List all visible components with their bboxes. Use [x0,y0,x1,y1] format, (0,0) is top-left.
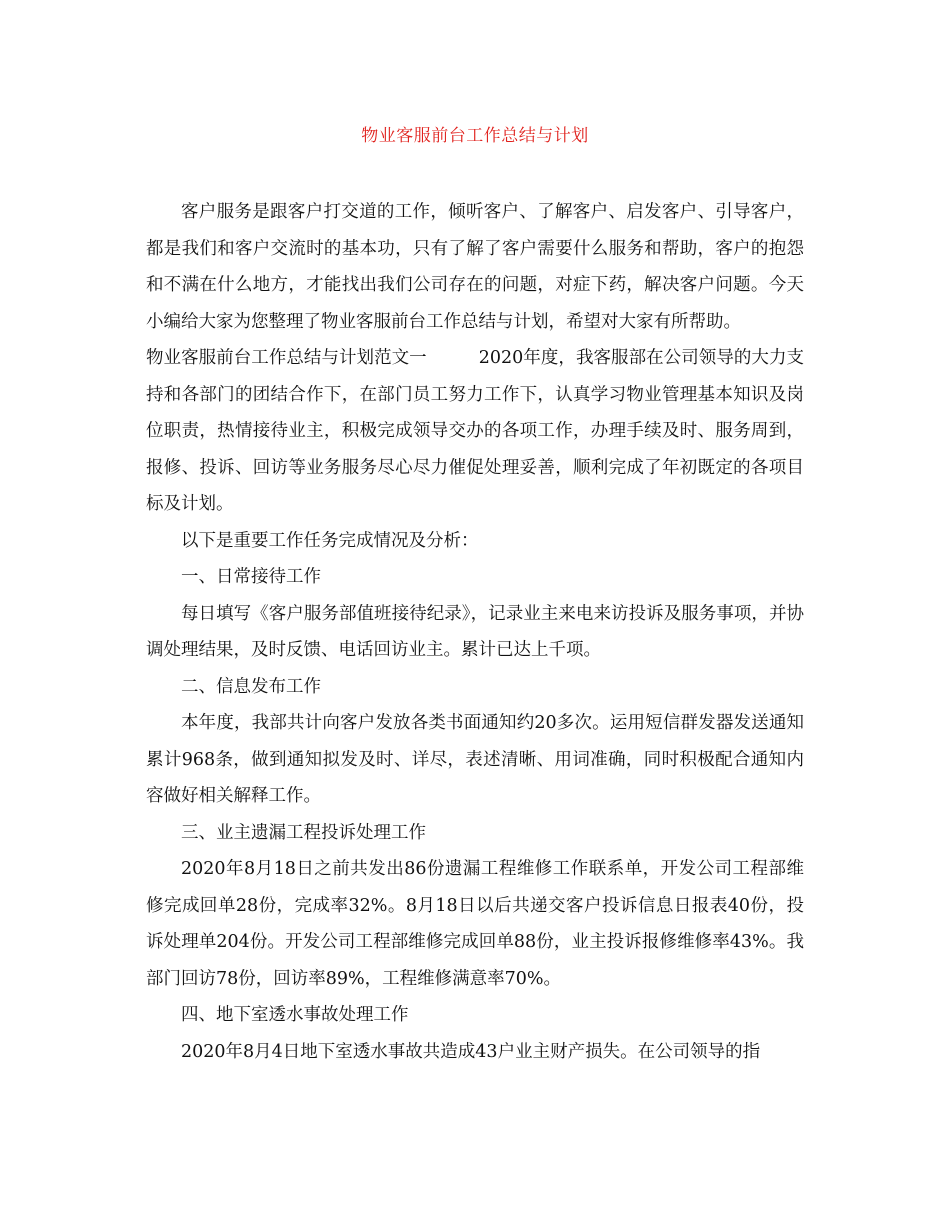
paragraph-daily-reception: 每日填写《客户服务部值班接待纪录》，记录业主来电来访投诉及服务事项，并协调处理结果，及时反馈、电话回访业主。累计已达上千项。 [146,603,804,660]
document-title: 物业客服前台工作总结与计划 [361,126,589,146]
section-heading-basement-flood: 四、地下室透水事故处理工作 [181,1005,409,1025]
section-heading-daily-reception: 一、日常接待工作 [181,567,321,587]
paragraph-sample-heading [146,340,804,523]
sample-heading-text: 2020年度，我客服部在公司领导的大力支持和各部门的团结合作下，在部门员工努力工作下，认真学习物业管理基本知识及岗位职责，热情接待业主，积极完成领导交办的各项工作，办理手续及时、服务周到，报修、投诉、回访等业务服务尽心尽力催促处理妥善，顺利完成了年初既定的各项目标及计划。 [146,348,804,514]
section-heading-complaints: 三、业主遗漏工程投诉处理工作 [181,822,426,843]
paragraph-info-release: 本年度，我部共计向客户发放各类书面通知约20多次。运用短信群发器发送通知累计968条，做到通知拟发及时、详尽，表述清晰、用词准确，同时积极配合通知内容做好相关解释工作。 [146,713,804,806]
paragraph-complaints: 2020年8月18日之前共发出86份遗漏工程维修工作联系单，开发公司工程部维修完成回单28份，完成率32%。8月18日以后共递交客户投诉信息日报表40份，投诉处理单204份。开发公司工程部维修完成回单88份，业主投诉报修维修率43%。我部门回访78份，回访率89%，工程维修满意率70%。 [146,859,804,989]
paragraph-intro: 客户服务是跟客户打交道的工作，倾听客户、了解客户、启发客户、引导客户，都是我们和客户交流时的基本功，只有了解了客户需要什么服务和帮助，客户的抱怨和不满在什么地方，才能找出我们公司存在的问题，对症下药，解决客户问题。今天小编给大家为您整理了物业客服前台工作总结与计划，希望对大家有所帮助。 [146,202,804,332]
paragraph-analysis-intro: 以下是重要工作任务完成情况及分析： [181,530,479,551]
document-body [146,194,804,1070]
paragraph-basement-flood: 2020年8月4日地下室透水事故共造成43户业主财产损失。在公司领导的指 [181,1041,761,1062]
section-heading-info-release: 二、信息发布工作 [181,676,321,697]
sample-heading-label: 物业客服前台工作总结与计划范文一 [146,348,427,368]
